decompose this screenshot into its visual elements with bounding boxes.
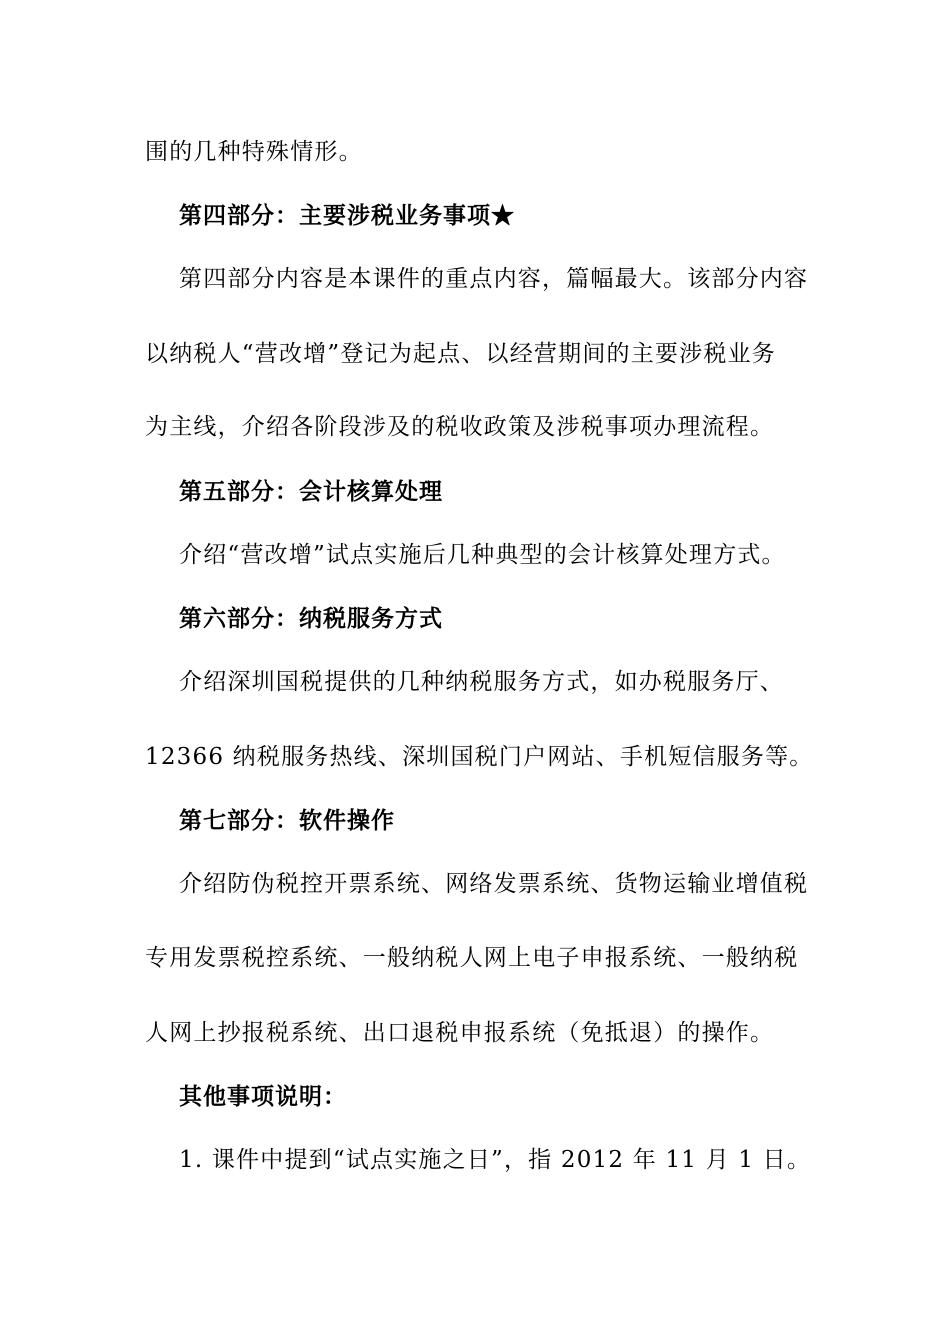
paragraph-line: 12366 纳税服务热线、深圳国税门户网站、手机短信服务等。 — [145, 744, 814, 770]
other-notes-heading: 其他事项说明： — [179, 1083, 347, 1110]
section-heading-5: 第五部分：会计核算处理 — [179, 478, 443, 505]
paragraph-line: 以纳税人“营改增”登记为起点、以经营期间的主要涉税业务 — [145, 341, 776, 367]
section-heading-6: 第六部分：纳税服务方式 — [179, 605, 443, 632]
paragraph-line: 为主线，介绍各阶段涉及的税收政策及涉税事项办理流程。 — [145, 414, 775, 440]
paragraph-line: 第四部分内容是本课件的重点内容，篇幅最大。该部分内容 — [179, 266, 809, 292]
note-item: 1. 课件中提到“试点实施之日”，指 2012 年 11 月 1 日。 — [179, 1147, 812, 1173]
section-heading-4: 第四部分：主要涉税业务事项★ — [179, 202, 515, 229]
paragraph-line: 围的几种特殊情形。 — [145, 139, 363, 165]
paragraph-line: 介绍“营改增”试点实施后几种典型的会计核算处理方式。 — [179, 542, 786, 568]
paragraph-line: 介绍防伪税控开票系统、网络发票系统、货物运输业增值税 — [179, 871, 809, 897]
paragraph-line: 介绍深圳国税提供的几种纳税服务方式，如办税服务厅、 — [179, 669, 784, 695]
paragraph-line: 人网上抄报税系统、出口退税申报系统（免抵退）的操作。 — [145, 1020, 775, 1046]
section-heading-7: 第七部分：软件操作 — [179, 807, 395, 834]
paragraph-line: 专用发票税控系统、一般纳税人网上电子申报系统、一般纳税 — [145, 945, 799, 971]
